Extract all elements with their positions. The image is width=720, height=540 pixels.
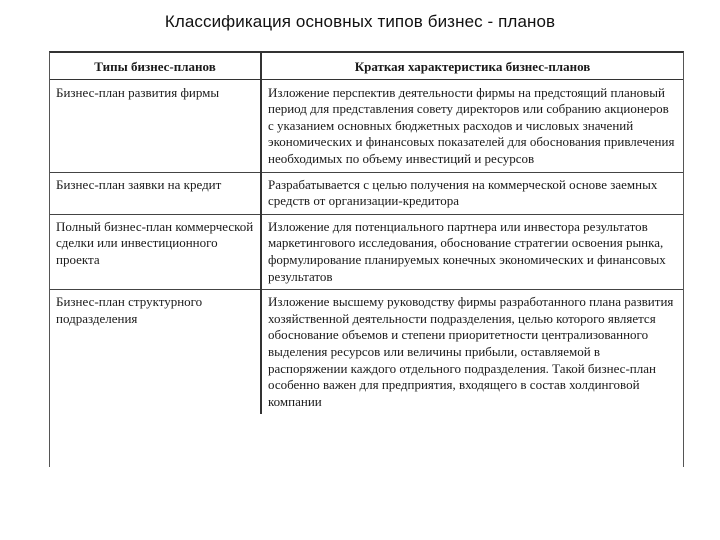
plan-description-cell: Разрабатывается с целью получения на коммерческой основе заемных средств от организации-кредитора — [261, 172, 683, 214]
plan-description-cell: Изложение для потенциального партнера или инвестора результатов маркетингового исследования, обоснование стратегии освоения рынка, формулирование планируемых конечных экономических и финансовых результатов — [261, 214, 683, 289]
plan-description-cell: Изложение высшему руководству фирмы разработанного плана развития хозяйственной деятельности подразделения, целью которого является обоснование объемов и степени приоритетности централизованного выделения ресурсов или величины прибыли, оставляемой в распоряжении каждого отдельного подразделения. Такой бизнес-план особенно важен для предприятия, входящего в состав холдинговой компании — [261, 290, 683, 415]
plan-description-cell: Изложение перспектив деятельности фирмы на предстоящий плановый период для представления совету директоров или собранию акционеров с указанием основных бюджетных расходов и числовых значений экономических и финансовых показателей для обоснования привлечения необходимых по объему инвестиций и ресурсов — [261, 79, 683, 172]
slide-title: Классификация основных типов бизнес - планов — [164, 12, 556, 31]
plan-type-cell: Бизнес-план развития фирмы — [56, 84, 220, 100]
table-row — [50, 214, 683, 289]
column-header-description: Краткая характеристика бизнес-планов — [261, 53, 683, 79]
table-row — [50, 290, 683, 415]
table-header-row — [50, 53, 683, 79]
plan-type-cell: Бизнес-план структурного подразделения — [50, 290, 261, 415]
plan-type-cell: Полный бизнес-план коммерческой сделки или инвестиционного проекта — [50, 214, 261, 289]
classification-table — [49, 51, 684, 467]
column-header-types: Типы бизнес-планов — [50, 53, 261, 79]
business-plan-types-table — [50, 53, 683, 414]
plan-type-cell: Бизнес-план заявки на кредит — [50, 172, 261, 214]
table-row — [50, 79, 683, 172]
table-row — [50, 172, 683, 214]
